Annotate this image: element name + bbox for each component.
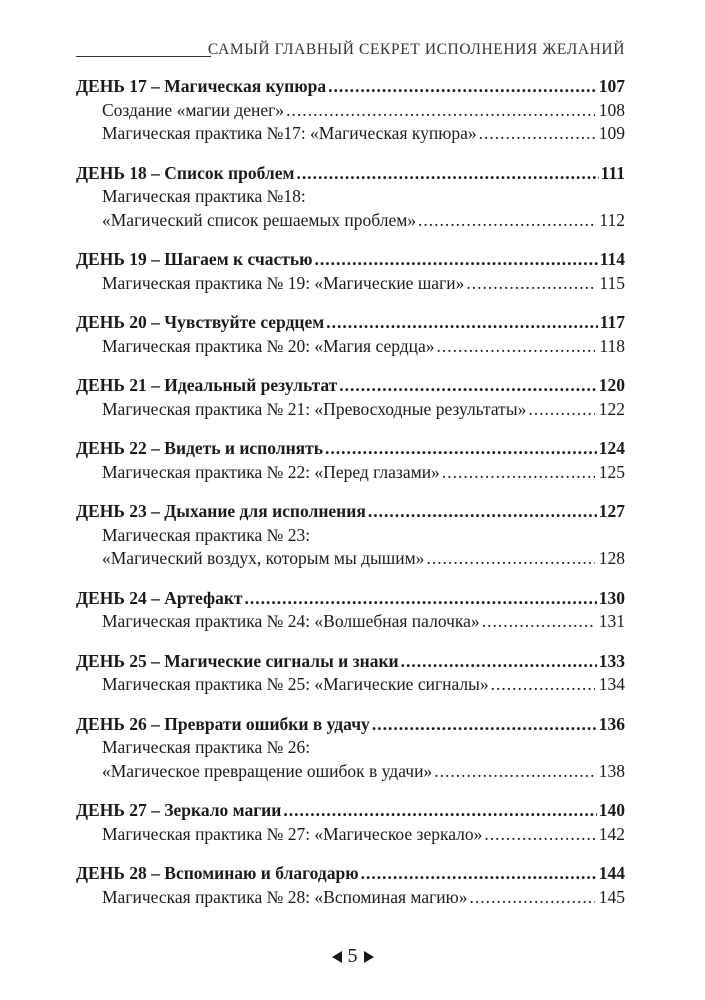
chapter-heading[interactable] <box>76 311 625 335</box>
dot-leader <box>339 374 596 398</box>
subentry-page: 142 <box>598 823 625 844</box>
toc-chapter <box>76 75 625 146</box>
subentry-page: 131 <box>598 611 625 631</box>
chapter-title: ДЕНЬ 18 – Список проблем <box>76 162 295 183</box>
dot-leader <box>245 587 597 611</box>
chapter-title: ДЕНЬ 25 – Магические сигналы и знаки <box>76 650 399 671</box>
chapter-heading[interactable] <box>76 162 625 186</box>
chapter-title: ДЕНЬ 21 – Идеальный результат <box>76 375 338 395</box>
chapter-page: 133 <box>598 650 625 671</box>
subentry-title: Магическая практика № 22: «Перед глазами» <box>102 461 440 482</box>
dot-leader <box>326 311 598 335</box>
dot-leader <box>437 335 596 359</box>
subentry-page: 112 <box>599 209 625 230</box>
dot-leader <box>484 823 594 847</box>
dot-leader <box>314 248 597 272</box>
dot-leader <box>528 398 594 422</box>
dot-leader <box>426 547 594 571</box>
dot-leader <box>372 713 597 737</box>
dot-leader <box>442 461 595 485</box>
toc-chapter <box>76 374 625 421</box>
toc-chapter <box>76 862 625 909</box>
toc-chapter <box>76 587 625 634</box>
subentry-line[interactable] <box>76 823 625 847</box>
chapter-heading[interactable] <box>76 587 625 611</box>
subentry-line[interactable] <box>76 122 625 146</box>
chapter-title: ДЕНЬ 20 – Чувствуйте сердцем <box>76 312 325 332</box>
subentry-page: 122 <box>598 398 625 419</box>
page-number: 5 <box>347 945 358 967</box>
subentry-title: Магическая практика №17: «Магическая купюра» <box>102 123 477 143</box>
subentry-title: «Магический список решаемых проблем» <box>102 209 417 230</box>
subentry-title: Магическая практика № 27: «Магическое зеркало» <box>102 823 483 844</box>
subentry-page: 115 <box>599 272 625 293</box>
subentry-line[interactable] <box>76 673 625 697</box>
chapter-heading[interactable] <box>76 862 625 886</box>
subentry-line[interactable] <box>76 547 625 571</box>
dot-leader <box>434 760 595 784</box>
dot-leader <box>418 209 595 233</box>
chapter-heading[interactable] <box>76 650 625 674</box>
chapter-title: ДЕНЬ 28 – Вспоминаю и благодарю <box>76 863 359 883</box>
chapter-page: 107 <box>598 76 625 96</box>
dot-leader <box>469 886 594 910</box>
subentry-title: Магическая практика № 28: «Вспоминая магию» <box>102 886 468 907</box>
subentry-title: Создание «магии денег» <box>102 99 285 120</box>
chapter-heading[interactable] <box>76 713 625 737</box>
running-header: САМЫЙ ГЛАВНЫЙ СЕКРЕТ ИСПОЛНЕНИЯ ЖЕЛАНИЙ <box>207 41 625 58</box>
toc-chapter <box>76 437 625 484</box>
subentry-page: 134 <box>598 674 625 694</box>
toc-chapter <box>76 713 625 784</box>
chapter-title: ДЕНЬ 19 – Шагаем к счастью <box>76 249 313 269</box>
subentry-title: Магическая практика № 23: <box>102 524 311 545</box>
table-of-contents <box>76 75 625 925</box>
dot-leader <box>283 799 596 823</box>
subentry-page: 125 <box>598 461 625 482</box>
subentry-page: 108 <box>598 99 625 120</box>
subentry-title: «Магический воздух, которым мы дышим» <box>102 548 425 568</box>
chapter-page: 127 <box>598 501 625 521</box>
chapter-heading[interactable] <box>76 437 625 461</box>
subentry-line[interactable] <box>76 461 625 485</box>
chapter-page: 120 <box>598 375 625 395</box>
dot-leader <box>368 500 597 524</box>
chapter-heading[interactable] <box>76 248 625 272</box>
dot-leader <box>328 75 597 99</box>
toc-chapter <box>76 799 625 846</box>
chapter-title: ДЕНЬ 27 – Зеркало магии <box>76 800 282 820</box>
dot-leader <box>401 650 597 674</box>
toc-chapter <box>76 248 625 295</box>
chapter-heading[interactable] <box>76 500 625 524</box>
dot-leader <box>479 122 595 146</box>
subentry-page: 138 <box>598 760 625 781</box>
subentry-line[interactable] <box>76 760 625 784</box>
chapter-title: ДЕНЬ 17 – Магическая купюра <box>76 76 327 96</box>
prev-page-arrow-icon[interactable] <box>332 951 342 963</box>
toc-chapter <box>76 500 625 571</box>
chapter-page: 114 <box>599 249 625 269</box>
dot-leader <box>296 162 598 186</box>
subentry-title: Магическая практика № 21: «Превосходные результаты» <box>102 398 527 419</box>
chapter-page: 124 <box>598 438 625 458</box>
toc-chapter <box>76 162 625 233</box>
subentry-title: Магическая практика № 26: <box>102 737 311 757</box>
subentry-line[interactable] <box>76 886 625 910</box>
subentry-line[interactable] <box>76 398 625 422</box>
subentry-page: 145 <box>598 886 625 907</box>
chapter-page: 130 <box>598 587 625 608</box>
subentry-line[interactable] <box>76 209 625 233</box>
dot-leader <box>361 862 597 886</box>
subentry-line[interactable] <box>76 185 625 209</box>
chapter-heading[interactable] <box>76 799 625 823</box>
toc-chapter <box>76 650 625 697</box>
subentry-line[interactable] <box>76 272 625 296</box>
subentry-line[interactable] <box>76 335 625 359</box>
chapter-page: 117 <box>599 312 625 332</box>
dot-leader <box>482 610 595 634</box>
chapter-title: ДЕНЬ 22 – Видеть и исполнять <box>76 438 323 458</box>
chapter-page: 144 <box>598 863 625 883</box>
subentry-line[interactable] <box>76 610 625 634</box>
subentry-page: 118 <box>599 335 625 356</box>
subentry-page: 128 <box>598 548 625 568</box>
next-page-arrow-icon[interactable] <box>364 951 374 963</box>
dot-leader <box>466 272 595 296</box>
chapter-title: ДЕНЬ 24 – Артефакт <box>76 587 243 608</box>
dot-leader <box>325 437 597 461</box>
chapter-page: 140 <box>598 800 625 820</box>
chapter-page: 111 <box>600 162 625 183</box>
subentry-line[interactable] <box>76 736 625 760</box>
dot-leader <box>491 673 595 697</box>
subentry-line[interactable] <box>76 99 625 123</box>
subentry-title: Магическая практика №18: <box>102 186 306 206</box>
dot-leader <box>286 99 595 123</box>
page-navigation <box>0 945 705 968</box>
subentry-title: Магическая практика № 25: «Магические сигналы» <box>102 674 489 694</box>
chapter-title: ДЕНЬ 26 – Преврати ошибки в удачу <box>76 713 370 734</box>
subentry-title: Магическая практика № 20: «Магия сердца» <box>102 335 435 356</box>
chapter-title: ДЕНЬ 23 – Дыхание для исполнения <box>76 501 366 521</box>
chapter-heading[interactable] <box>76 75 625 99</box>
subentry-title: Магическая практика № 19: «Магические шаги» <box>102 272 465 293</box>
subentry-line[interactable] <box>76 524 625 548</box>
toc-chapter <box>76 311 625 358</box>
subentry-title: Магическая практика № 24: «Волшебная палочка» <box>102 611 480 631</box>
subentry-title: «Магическое превращение ошибок в удачи» <box>102 760 433 781</box>
chapter-heading[interactable] <box>76 374 625 398</box>
chapter-page: 136 <box>598 713 625 734</box>
subentry-page: 109 <box>598 123 625 143</box>
